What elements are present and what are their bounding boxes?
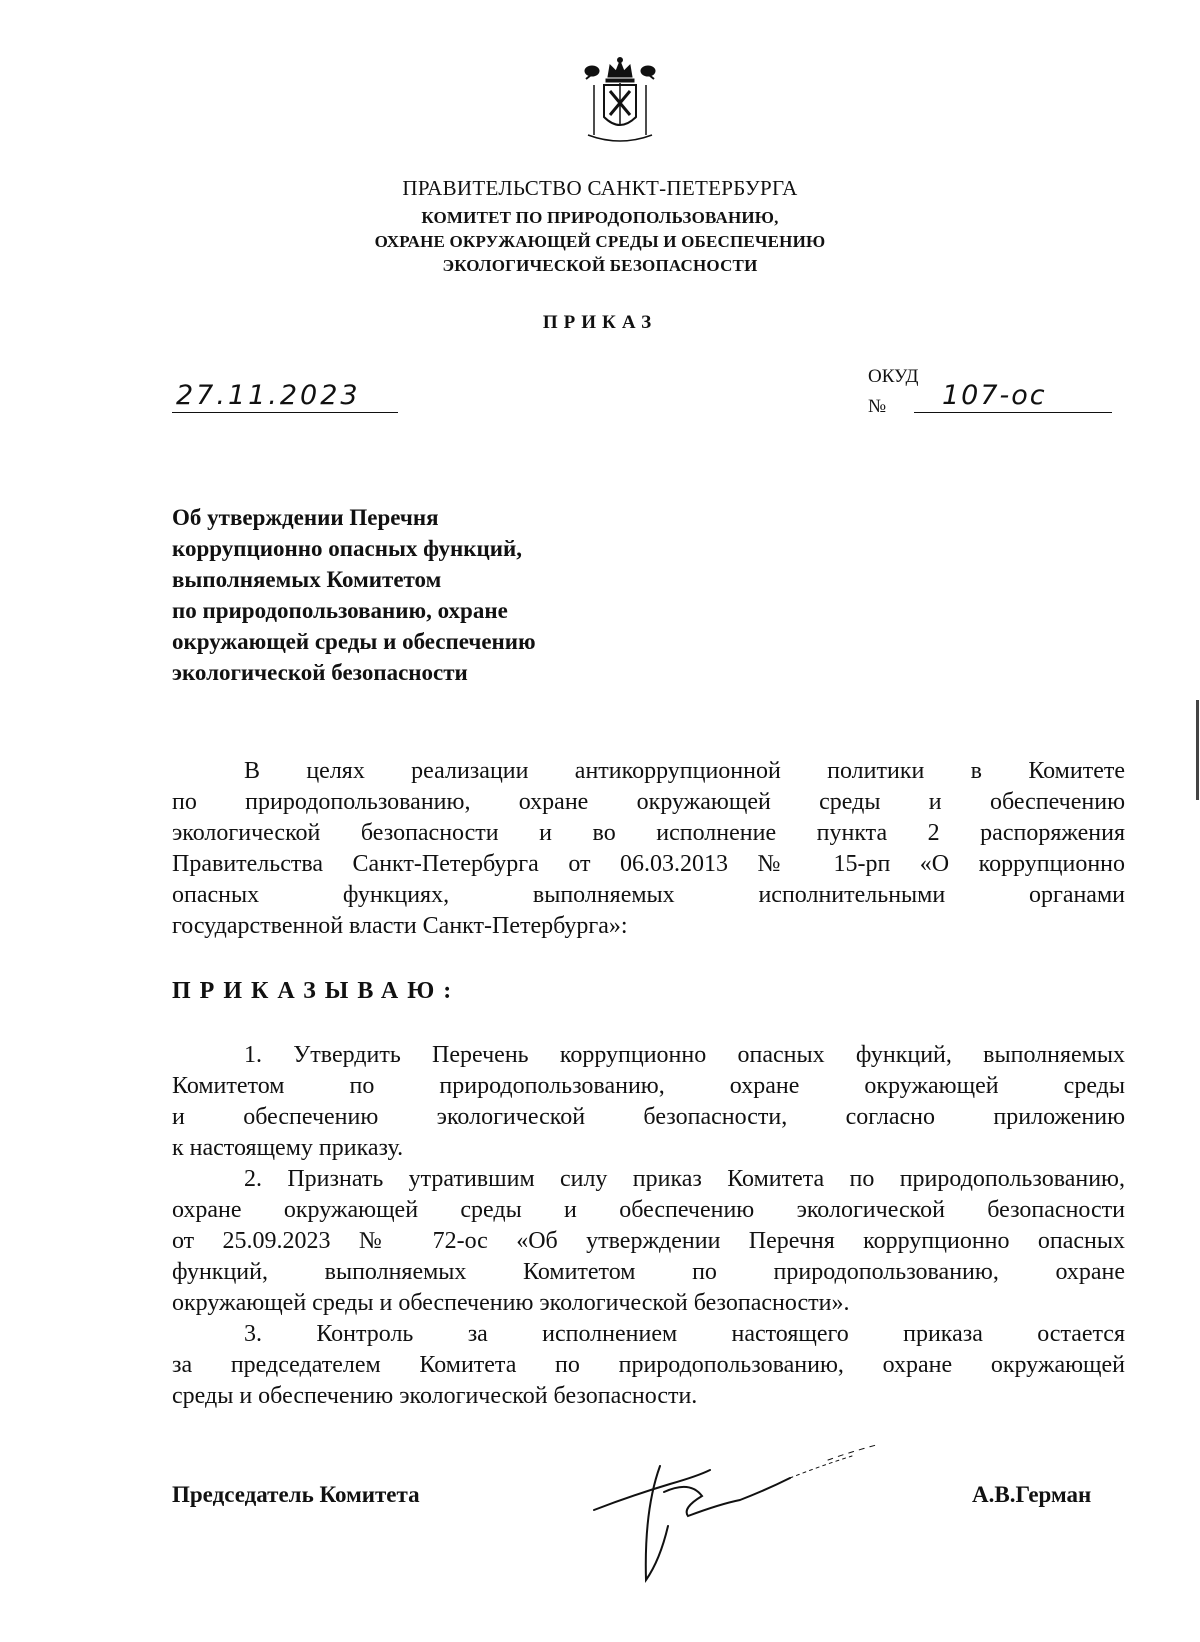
text-line: экологической безопасности и во исполнение пункта 2 распоряжения: [172, 820, 1125, 846]
subject-line: Об утверждении Перечня: [172, 505, 439, 530]
document-type-title: ПРИКАЗ: [542, 312, 658, 333]
item-1-line: и обеспечению экологической безопасности, согласно приложению: [172, 1104, 1125, 1130]
text-line: Правительства Санкт-Петербурга от 06.03.2013 № 15-рп «О коррупционно: [172, 851, 1125, 877]
subject-line: окружающей среды и обеспечению: [172, 629, 536, 654]
subject-line: выполняемых Комитетом: [172, 567, 442, 592]
text-line: В целях реализации антикоррупционной политики в Комитете: [244, 758, 1125, 784]
item-2-line: от 25.09.2023 № 72-ос «Об утверждении Перечня коррупционно опасных: [172, 1228, 1125, 1254]
order-number: 107-ос: [914, 380, 1112, 413]
okud-label: ОКУД: [868, 366, 919, 387]
subject-line: по природопользованию, охране: [172, 598, 508, 623]
committee-name-line: ОХРАНЕ ОКРУЖАЮЩЕЙ СРЕДЫ И ОБЕСПЕЧЕНИЮ: [374, 232, 826, 251]
signatory-role: Председатель Комитета: [172, 1482, 420, 1507]
signatory-name: А.В.Герман: [972, 1482, 1092, 1507]
item-3-line: за председателем Комитета по природопользованию, охране окружающей: [172, 1352, 1125, 1378]
item-1-line: 1. Утвердить Перечень коррупционно опасных функций, выполняемых: [244, 1042, 1125, 1068]
text-line: государственной власти Санкт-Петербурга»:: [172, 913, 628, 939]
government-name: ПРАВИТЕЛЬСТВО САНКТ-ПЕТЕРБУРГА: [402, 176, 798, 200]
item-2-line: охране окружающей среды и обеспечению экологической безопасности: [172, 1197, 1125, 1223]
item-2-line: окружающей среды и обеспечению экологической безопасности».: [172, 1290, 850, 1316]
order-items: [172, 1040, 1125, 1412]
item-2-line: 2. Признать утратившим силу приказ Комитета по природопользованию,: [244, 1166, 1125, 1192]
item-1-line: к настоящему приказу.: [172, 1135, 404, 1161]
text-line: опасных функциях, выполняемых исполнительными органами: [172, 882, 1125, 908]
item-3-line: 3. Контроль за исполнением настоящего приказа остается: [244, 1321, 1125, 1347]
item-3-line: среды и обеспечению экологической безопасности.: [172, 1383, 698, 1409]
number-label: №: [868, 396, 887, 417]
handwritten-signature-icon: [590, 1430, 910, 1590]
committee-name-line: ЭКОЛОГИЧЕСКОЙ БЕЗОПАСНОСТИ: [442, 256, 758, 275]
order-date: 27.11.2023: [172, 380, 398, 413]
subject-line: экологической безопасности: [172, 660, 468, 685]
scan-edge-mark: [1196, 700, 1199, 800]
item-2-line: функций, выполняемых Комитетом по природопользованию, охране: [172, 1259, 1125, 1285]
text-line: по природопользованию, охране окружающей среды и обеспечению: [172, 789, 1125, 815]
order-subject: [172, 502, 536, 688]
item-1-line: Комитетом по природопользованию, охране окружающей среды: [172, 1073, 1125, 1099]
subject-line: коррупционно опасных функций,: [172, 536, 523, 561]
preamble-paragraph: [172, 756, 1125, 942]
order-word: ПРИКАЗЫВАЮ:: [172, 978, 461, 1004]
st-petersburg-coat-of-arms-icon: [580, 55, 660, 147]
committee-name-line: КОМИТЕТ ПО ПРИРОДОПОЛЬЗОВАНИЮ,: [421, 208, 779, 227]
